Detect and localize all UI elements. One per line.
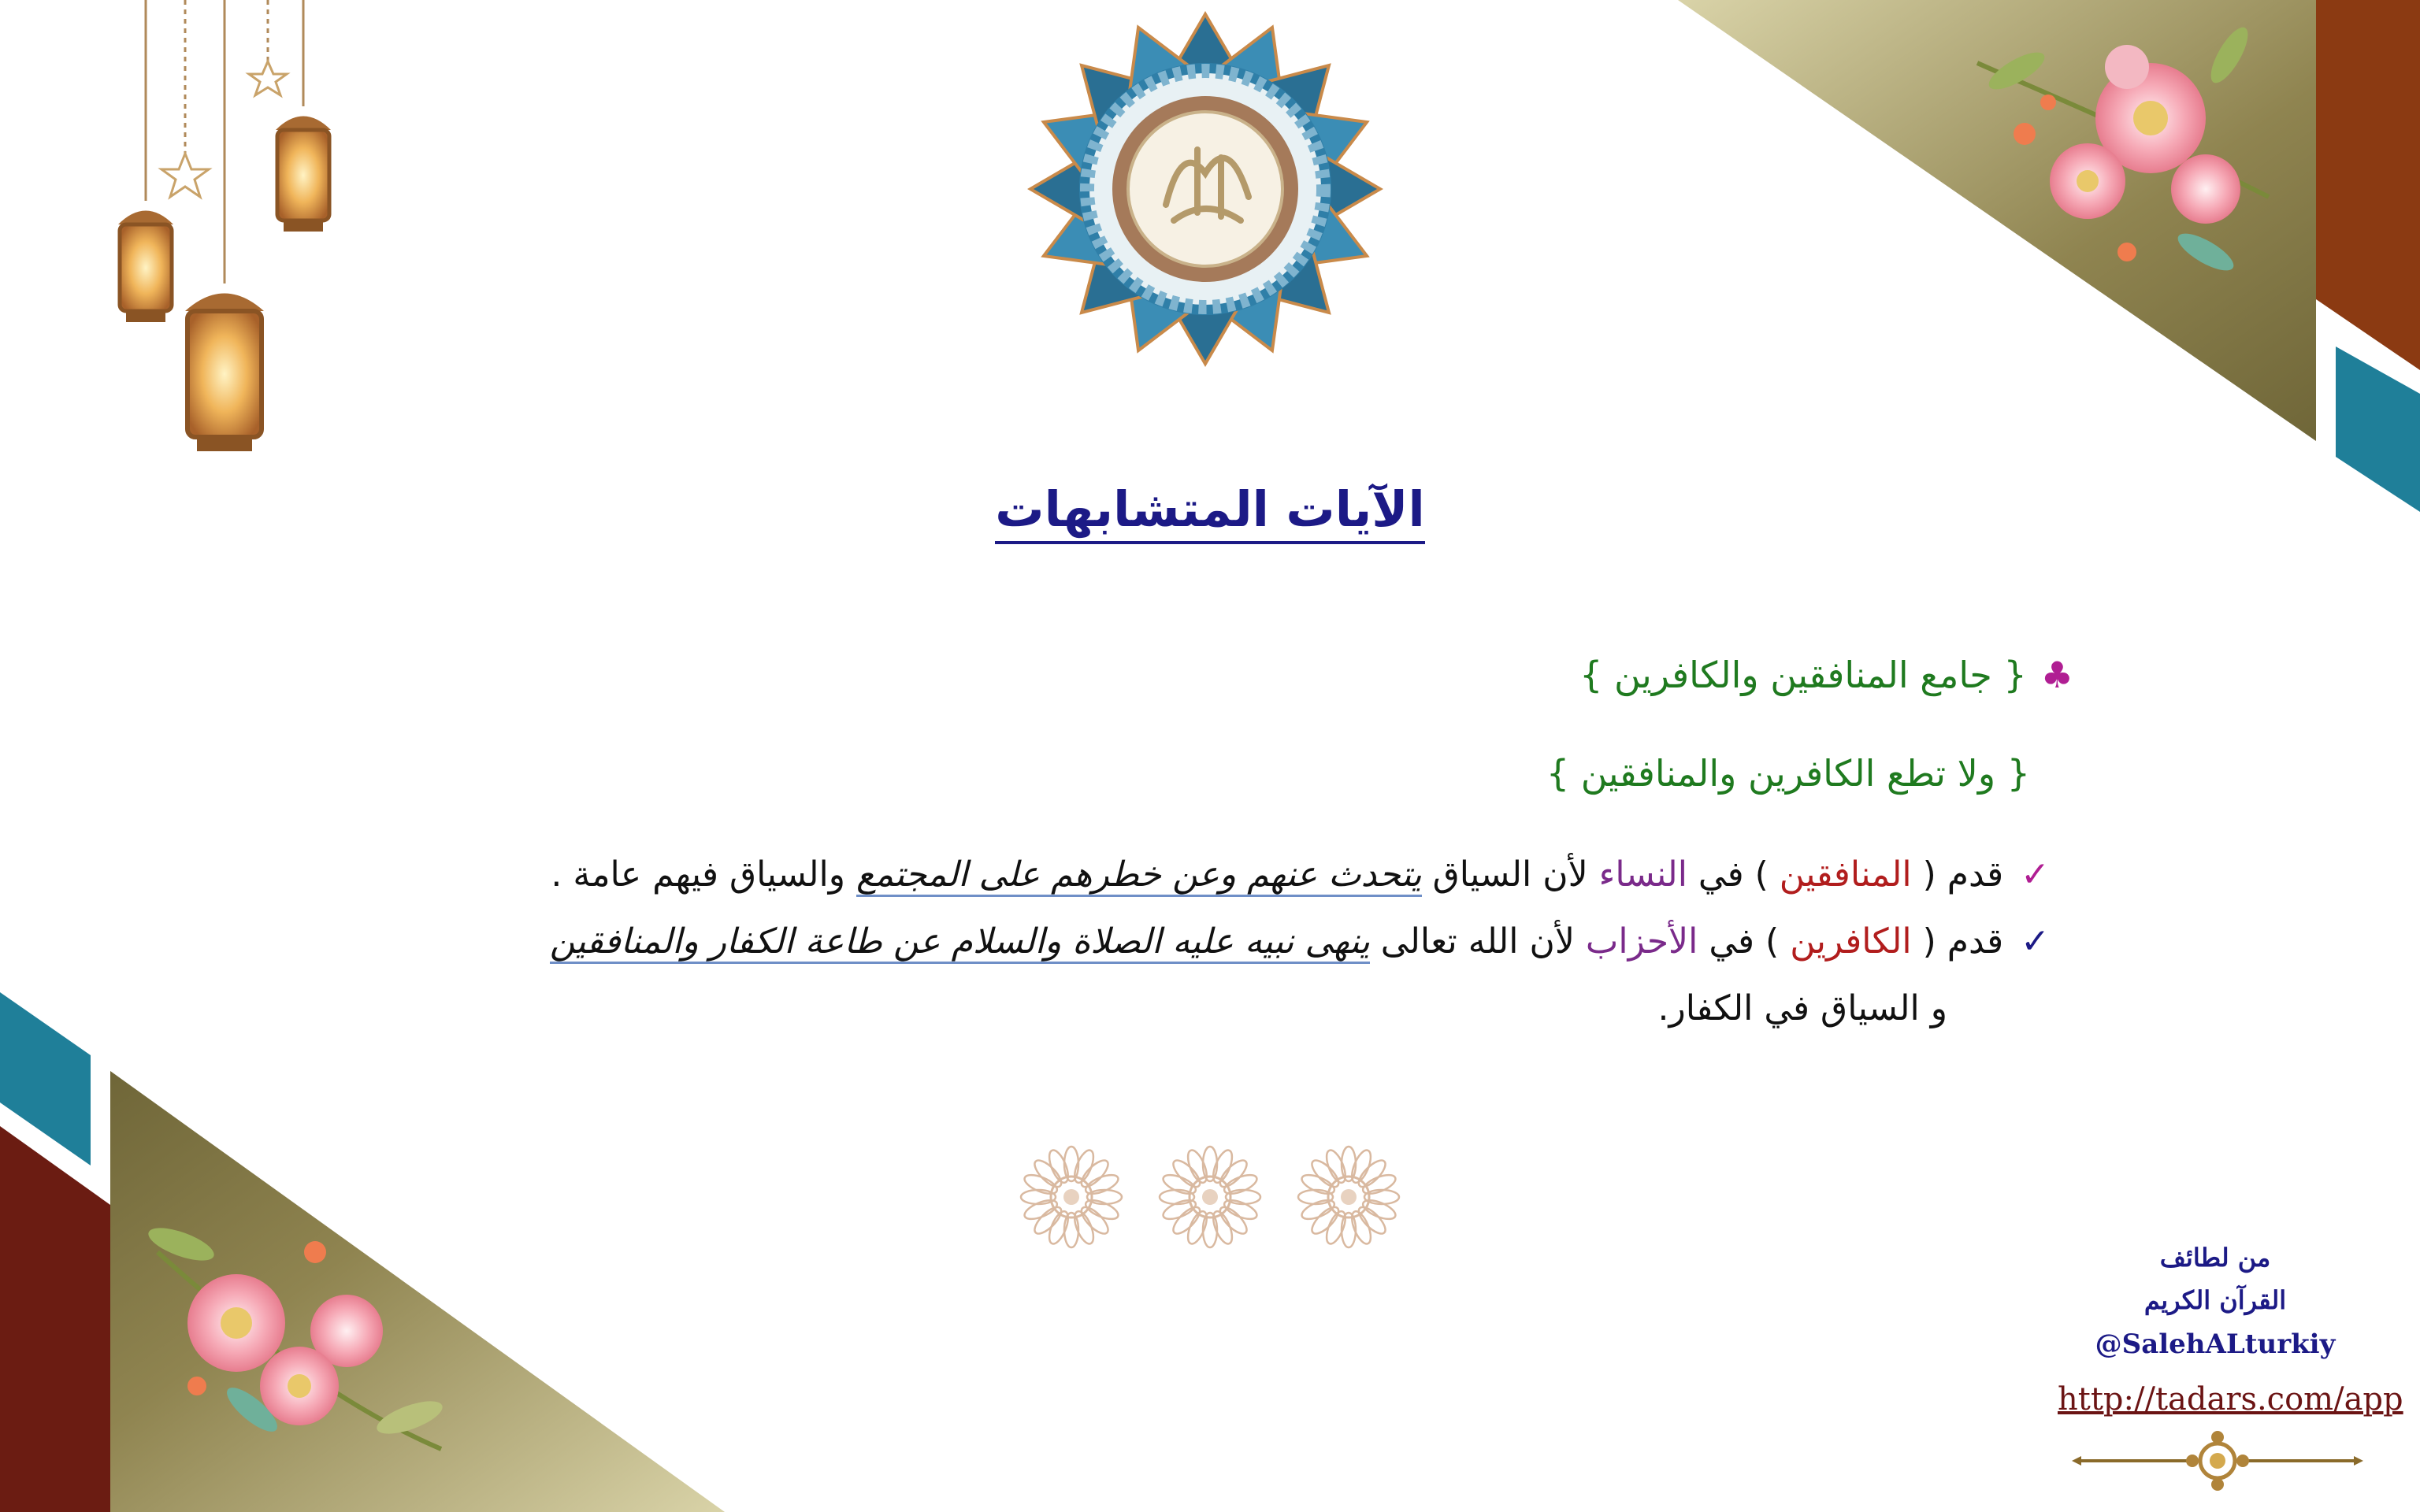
rosette-ornament [1294,1142,1404,1252]
bottom-left-maroon-band [0,1126,110,1512]
footer-line-2: القرآن الكريم [2143,1285,2287,1315]
verse-text: { ولا تطع الكافرين والمنافقين } [1546,752,2030,795]
check-icon: ✓ [2021,854,2050,895]
topic-heading-text: { جامع المنافقين والكافرين } [1579,654,2027,696]
footer-credit [2058,1236,2403,1427]
hanging-lanterns [118,0,331,451]
check-icon: ✓ [2021,921,2050,962]
quran-emblem [1024,8,1386,370]
club-suit-icon: ♣ [2040,654,2073,696]
bullet-continuation: و السياق في الكفار. [1657,988,1947,1028]
top-right-teal-band [2336,346,2420,512]
footer-link[interactable]: http://tadars.com/app [2058,1381,2403,1418]
footer-line-1: من لطائف [2159,1243,2271,1273]
rosette-ornament [1016,1142,1126,1252]
bullet-item: ✓قدم ( المنافقين ) في النساء لأن السياق يتحدث عنهم وعن خطرهم على المجتمع والسياق فيهم عامة . [551,854,2050,895]
ornamental-divider [2072,1429,2363,1492]
footer-handle: @SalehALturkiy [2095,1329,2336,1360]
top-right-rust-band [2316,0,2420,370]
bullet-item: ✓قدم ( الكافرين ) في الأحزاب لأن الله تعالى ينهى نبيه عليه الصلاة والسلام عن طاعة الكفار والمنافقين [550,921,2050,962]
topic-heading [1579,654,2073,696]
rosette-ornament [1155,1142,1265,1252]
page-title: الآيات المتشابهات [788,480,1632,538]
